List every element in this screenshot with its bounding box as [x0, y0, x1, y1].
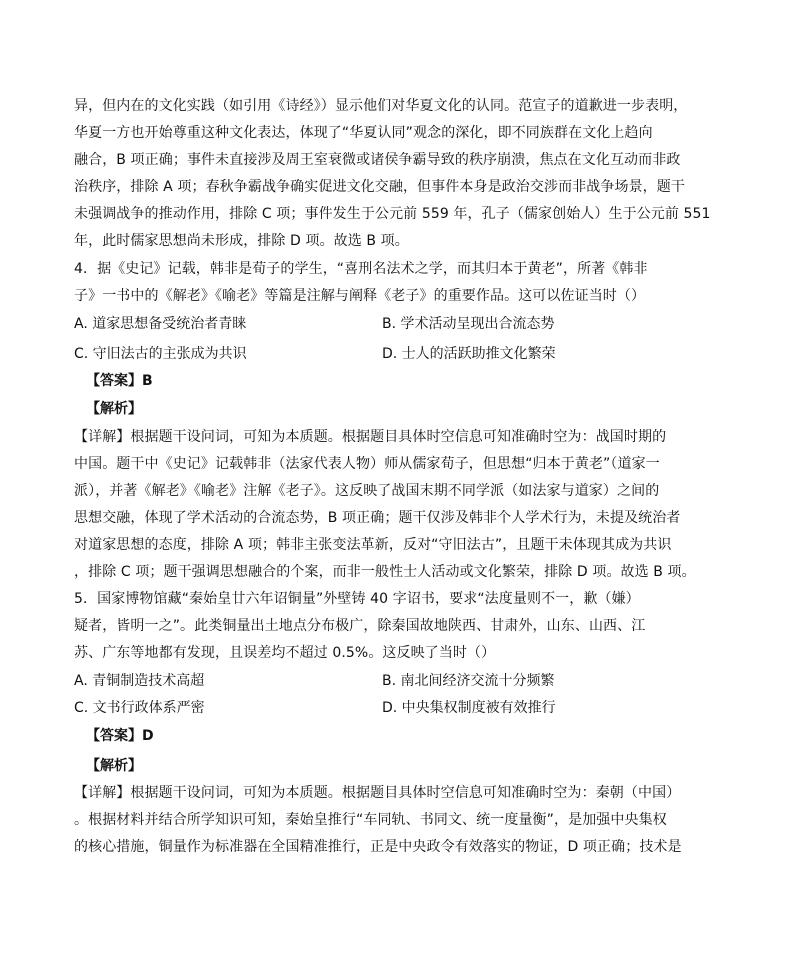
q5-option-a: A. 青铜制造技术高超: [74, 673, 205, 689]
q5-answer: 【答案】D: [86, 728, 154, 744]
q4-answer: 【答案】B: [86, 373, 153, 389]
q5-detail-line-3: 的核心措施，铜量作为标准器在全国精准推行，正是中央政令有效落实的物证，D 项正确；技术是: [74, 839, 682, 855]
q5-analysis-label: 【解析】: [86, 758, 142, 774]
q5-detail-line-2: 。根据材料并结合所学知识可知，秦始皇推行“车同轨、书同文、统一度量衡”，是加强中央集权: [74, 812, 667, 828]
analysis3-line-2: 华夏一方也开始尊重这种文化表达，体现了“华夏认同”观念的深化，即不同族群在文化上趋向: [74, 125, 653, 141]
q5-stem-line-3: 苏、广东等地都有发现，且误差均不超过 0.5%。这反映了当时（）: [74, 645, 496, 661]
q4-detail-line-1: 【详解】根据题干设问词，可知为本质题。根据题目具体时空信息可知准确时空为：战国时期的: [74, 429, 667, 445]
q4-detail-line-2: 中国。题干中《史记》记载韩非（法家代表人物）师从儒家荀子，但思想“归本于黄老”（道家一: [74, 456, 660, 472]
q4-option-c: C. 守旧法古的主张成为共识: [74, 346, 247, 362]
q4-detail-line-3: 派），并著《解老》《喻老》注解《老子》。这反映了战国末期不同学派（如法家与道家）之间的: [74, 483, 660, 499]
q5-stem-line-1: 5．国家博物馆藏“秦始皇廿六年诏铜量”外壁铸 40 字诏书，要求“法度量则不一，歉（嫌）: [74, 591, 640, 607]
q4-detail-line-6: ，排除 C 项；题干强调思想融合的个案，而非一般性士人活动或文化繁荣，排除 D 项。故选 B 项。: [74, 564, 696, 580]
analysis3-line-3: 融合，B 项正确；事件未直接涉及周王室衰微或诸侯争霸导致的秩序崩溃，焦点在文化互动而非政: [74, 152, 681, 168]
analysis3-line-5: 未强调战争的推动作用，排除 C 项；事件发生于公元前 559 年，孔子（儒家创始人）生于公元前 551: [74, 206, 711, 222]
analysis3-line-1: 异，但内在的文化实践（如引用《诗经》）显示他们对华夏文化的认同。范宣子的道歉进一步表明，: [74, 98, 688, 114]
q4-stem-line-2: 子》一书中的《解老》《喻老》等篇是注解与阐释《老子》的重要作品。这可以佐证当时（）: [74, 288, 646, 304]
q4-option-d: D. 士人的活跃助推文化繁荣: [382, 346, 556, 362]
q4-option-b: B. 学术活动呈现出合流态势: [382, 316, 555, 332]
q5-detail-line-1: 【详解】根据题干设问词，可知为本质题。根据题目具体时空信息可知准确时空为：秦朝（中国）: [74, 785, 681, 801]
q4-option-a: A. 道家思想备受统治者青睐: [74, 316, 247, 332]
q5-stem-line-2: 疑者，皆明一之”。此类铜量出土地点分布极广，除秦国故地陕西、甘肃外，山东、山西、江: [74, 618, 646, 634]
q4-analysis-label: 【解析】: [86, 401, 142, 417]
q4-detail-line-5: 对道家思想的态度，排除 A 项；韩非主张变法革新，反对“守旧法古”，且题干未体现其成为共识: [74, 537, 672, 553]
analysis3-line-4: 治秩序，排除 A 项；春秋争霸战争确实促进文化交融，但事件本身是政治交涉而非战争场景，题干: [74, 179, 685, 195]
q5-option-d: D. 中央集权制度被有效推行: [382, 700, 556, 716]
q4-detail-line-4: 思想交融，体现了学术活动的合流态势，B 项正确；题干仅涉及韩非个人学术行为，未提及统治者: [74, 510, 681, 526]
q5-option-c: C. 文书行政体系严密: [74, 700, 205, 716]
analysis3-line-6: 年，此时儒家思想尚未形成，排除 D 项。故选 B 项。: [74, 233, 409, 249]
q4-stem-line-1: 4．据《史记》记载，韩非是荀子的学生，“喜刑名法术之学，而其归本于黄老”，所著《韩非: [74, 261, 648, 277]
q5-option-b: B. 南北间经济交流十分频繁: [382, 673, 555, 689]
